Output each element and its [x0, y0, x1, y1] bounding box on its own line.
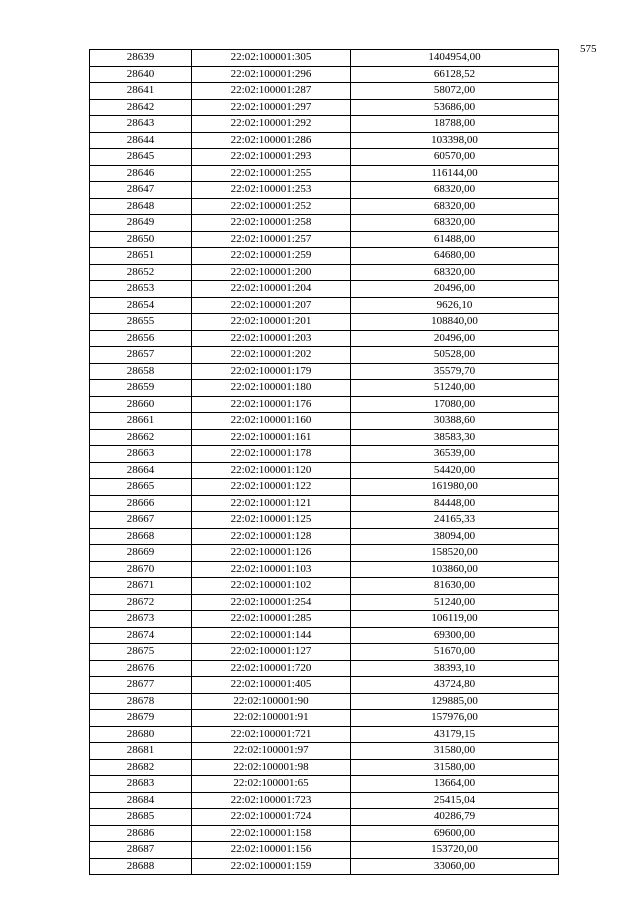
- cadastral-number-cell: 22:02:100001:97: [192, 743, 351, 760]
- cadastral-number-cell: 22:02:100001:287: [192, 83, 351, 100]
- table-row: [90, 231, 559, 248]
- cadastral-number-cell: 22:02:100001:160: [192, 413, 351, 430]
- table-row: [90, 776, 559, 793]
- cadastral-number-cell: 22:02:100001:200: [192, 264, 351, 281]
- value-cell: 161980,00: [351, 479, 559, 496]
- row-number-cell: 28660: [90, 396, 192, 413]
- value-cell: 24165,33: [351, 512, 559, 529]
- value-cell: 50528,00: [351, 347, 559, 364]
- value-cell: 68320,00: [351, 215, 559, 232]
- row-number-cell: 28646: [90, 165, 192, 182]
- cadastral-number-cell: 22:02:100001:65: [192, 776, 351, 793]
- table-row: [90, 479, 559, 496]
- row-number-cell: 28640: [90, 66, 192, 83]
- row-number-cell: 28670: [90, 561, 192, 578]
- value-cell: 33060,00: [351, 858, 559, 875]
- cadastral-number-cell: 22:02:100001:292: [192, 116, 351, 133]
- row-number-cell: 28669: [90, 545, 192, 562]
- cadastral-number-cell: 22:02:100001:202: [192, 347, 351, 364]
- cadastral-number-cell: 22:02:100001:255: [192, 165, 351, 182]
- row-number-cell: 28647: [90, 182, 192, 199]
- row-number-cell: 28685: [90, 809, 192, 826]
- table-row: [90, 660, 559, 677]
- value-cell: 84448,00: [351, 495, 559, 512]
- table-row: [90, 132, 559, 149]
- row-number-cell: 28675: [90, 644, 192, 661]
- table-row: [90, 264, 559, 281]
- table-row: [90, 281, 559, 298]
- table-row: [90, 528, 559, 545]
- row-number-cell: 28655: [90, 314, 192, 331]
- table-row: [90, 561, 559, 578]
- row-number-cell: 28684: [90, 792, 192, 809]
- value-cell: 69300,00: [351, 627, 559, 644]
- value-cell: 108840,00: [351, 314, 559, 331]
- value-cell: 116144,00: [351, 165, 559, 182]
- row-number-cell: 28667: [90, 512, 192, 529]
- cadastral-number-cell: 22:02:100001:98: [192, 759, 351, 776]
- row-number-cell: 28682: [90, 759, 192, 776]
- table-row: [90, 182, 559, 199]
- cadastral-number-cell: 22:02:100001:207: [192, 297, 351, 314]
- table-row: [90, 594, 559, 611]
- value-cell: 43724,80: [351, 677, 559, 694]
- value-cell: 53686,00: [351, 99, 559, 116]
- row-number-cell: 28651: [90, 248, 192, 265]
- row-number-cell: 28639: [90, 50, 192, 67]
- row-number-cell: 28679: [90, 710, 192, 727]
- row-number-cell: 28650: [90, 231, 192, 248]
- cadastral-number-cell: 22:02:100001:103: [192, 561, 351, 578]
- cadastral-number-cell: 22:02:100001:121: [192, 495, 351, 512]
- cadastral-number-cell: 22:02:100001:305: [192, 50, 351, 67]
- value-cell: 9626,10: [351, 297, 559, 314]
- cadastral-number-cell: 22:02:100001:257: [192, 231, 351, 248]
- value-cell: 20496,00: [351, 330, 559, 347]
- table-row: [90, 809, 559, 826]
- cadastral-number-cell: 22:02:100001:179: [192, 363, 351, 380]
- value-cell: 31580,00: [351, 743, 559, 760]
- value-cell: 1404954,00: [351, 50, 559, 67]
- cadastral-number-cell: 22:02:100001:156: [192, 842, 351, 859]
- cadastral-number-cell: 22:02:100001:204: [192, 281, 351, 298]
- value-cell: 38393,10: [351, 660, 559, 677]
- value-cell: 103860,00: [351, 561, 559, 578]
- table-row: [90, 710, 559, 727]
- table-row: [90, 83, 559, 100]
- table-row: [90, 792, 559, 809]
- row-number-cell: 28665: [90, 479, 192, 496]
- cadastral-number-cell: 22:02:100001:102: [192, 578, 351, 595]
- table-row: [90, 759, 559, 776]
- row-number-cell: 28656: [90, 330, 192, 347]
- row-number-cell: 28672: [90, 594, 192, 611]
- row-number-cell: 28688: [90, 858, 192, 875]
- table-row: [90, 858, 559, 875]
- row-number-cell: 28642: [90, 99, 192, 116]
- cadastral-number-cell: 22:02:100001:120: [192, 462, 351, 479]
- cadastral-number-cell: 22:02:100001:176: [192, 396, 351, 413]
- cadastral-number-cell: 22:02:100001:259: [192, 248, 351, 265]
- value-cell: 38094,00: [351, 528, 559, 545]
- value-cell: 157976,00: [351, 710, 559, 727]
- row-number-cell: 28641: [90, 83, 192, 100]
- table-row: [90, 99, 559, 116]
- cadastral-number-cell: 22:02:100001:293: [192, 149, 351, 166]
- table-row: [90, 545, 559, 562]
- row-number-cell: 28645: [90, 149, 192, 166]
- table-row: [90, 330, 559, 347]
- cadastral-number-cell: 22:02:100001:158: [192, 825, 351, 842]
- value-cell: 51240,00: [351, 380, 559, 397]
- value-cell: 51240,00: [351, 594, 559, 611]
- row-number-cell: 28664: [90, 462, 192, 479]
- table-row: [90, 512, 559, 529]
- row-number-cell: 28659: [90, 380, 192, 397]
- row-number-cell: 28652: [90, 264, 192, 281]
- page-number: 575: [580, 43, 597, 55]
- row-number-cell: 28673: [90, 611, 192, 628]
- cadastral-number-cell: 22:02:100001:254: [192, 594, 351, 611]
- value-cell: 38583,30: [351, 429, 559, 446]
- cadastral-number-cell: 22:02:100001:180: [192, 380, 351, 397]
- row-number-cell: 28686: [90, 825, 192, 842]
- cadastral-number-cell: 22:02:100001:286: [192, 132, 351, 149]
- cadastral-number-cell: 22:02:100001:122: [192, 479, 351, 496]
- value-cell: 81630,00: [351, 578, 559, 595]
- table-row: [90, 314, 559, 331]
- value-cell: 25415,04: [351, 792, 559, 809]
- table-row: [90, 248, 559, 265]
- table-row: [90, 297, 559, 314]
- value-cell: 58072,00: [351, 83, 559, 100]
- cadastral-number-cell: 22:02:100001:253: [192, 182, 351, 199]
- table-row: [90, 396, 559, 413]
- value-cell: 51670,00: [351, 644, 559, 661]
- data-table: [89, 49, 559, 875]
- cadastral-number-cell: 22:02:100001:252: [192, 198, 351, 215]
- row-number-cell: 28674: [90, 627, 192, 644]
- table-row: [90, 627, 559, 644]
- table-row: [90, 743, 559, 760]
- cadastral-number-cell: 22:02:100001:125: [192, 512, 351, 529]
- row-number-cell: 28643: [90, 116, 192, 133]
- table-row: [90, 677, 559, 694]
- row-number-cell: 28668: [90, 528, 192, 545]
- value-cell: 60570,00: [351, 149, 559, 166]
- cadastral-number-cell: 22:02:100001:127: [192, 644, 351, 661]
- cadastral-number-cell: 22:02:100001:296: [192, 66, 351, 83]
- table-row: [90, 198, 559, 215]
- row-number-cell: 28644: [90, 132, 192, 149]
- table-row: [90, 825, 559, 842]
- cadastral-number-cell: 22:02:100001:258: [192, 215, 351, 232]
- table-row: [90, 363, 559, 380]
- table-row: [90, 446, 559, 463]
- table-row: [90, 149, 559, 166]
- row-number-cell: 28680: [90, 726, 192, 743]
- cadastral-number-cell: 22:02:100001:724: [192, 809, 351, 826]
- row-number-cell: 28648: [90, 198, 192, 215]
- cadastral-number-cell: 22:02:100001:721: [192, 726, 351, 743]
- row-number-cell: 28677: [90, 677, 192, 694]
- row-number-cell: 28681: [90, 743, 192, 760]
- value-cell: 54420,00: [351, 462, 559, 479]
- value-cell: 129885,00: [351, 693, 559, 710]
- row-number-cell: 28663: [90, 446, 192, 463]
- value-cell: 30388,60: [351, 413, 559, 430]
- cadastral-number-cell: 22:02:100001:201: [192, 314, 351, 331]
- row-number-cell: 28654: [90, 297, 192, 314]
- value-cell: 18788,00: [351, 116, 559, 133]
- value-cell: 17080,00: [351, 396, 559, 413]
- row-number-cell: 28662: [90, 429, 192, 446]
- table-row: [90, 726, 559, 743]
- row-number-cell: 28658: [90, 363, 192, 380]
- table-row: [90, 215, 559, 232]
- cadastral-number-cell: 22:02:100001:203: [192, 330, 351, 347]
- table-row: [90, 462, 559, 479]
- row-number-cell: 28678: [90, 693, 192, 710]
- value-cell: 69600,00: [351, 825, 559, 842]
- table-row: [90, 644, 559, 661]
- table-row: [90, 611, 559, 628]
- value-cell: 35579,70: [351, 363, 559, 380]
- cadastral-number-cell: 22:02:100001:91: [192, 710, 351, 727]
- cadastral-number-cell: 22:02:100001:159: [192, 858, 351, 875]
- cadastral-number-cell: 22:02:100001:126: [192, 545, 351, 562]
- cadastral-number-cell: 22:02:100001:720: [192, 660, 351, 677]
- value-cell: 64680,00: [351, 248, 559, 265]
- value-cell: 103398,00: [351, 132, 559, 149]
- value-cell: 68320,00: [351, 182, 559, 199]
- value-cell: 158520,00: [351, 545, 559, 562]
- cadastral-number-cell: 22:02:100001:178: [192, 446, 351, 463]
- table-row: [90, 842, 559, 859]
- table-row: [90, 347, 559, 364]
- table-row: [90, 693, 559, 710]
- cadastral-number-cell: 22:02:100001:285: [192, 611, 351, 628]
- cadastral-number-cell: 22:02:100001:90: [192, 693, 351, 710]
- value-cell: 36539,00: [351, 446, 559, 463]
- row-number-cell: 28661: [90, 413, 192, 430]
- table-row: [90, 495, 559, 512]
- row-number-cell: 28671: [90, 578, 192, 595]
- cadastral-number-cell: 22:02:100001:128: [192, 528, 351, 545]
- value-cell: 20496,00: [351, 281, 559, 298]
- table-row: [90, 66, 559, 83]
- value-cell: 43179,15: [351, 726, 559, 743]
- row-number-cell: 28683: [90, 776, 192, 793]
- cadastral-number-cell: 22:02:100001:297: [192, 99, 351, 116]
- value-cell: 31580,00: [351, 759, 559, 776]
- table-row: [90, 116, 559, 133]
- value-cell: 68320,00: [351, 264, 559, 281]
- row-number-cell: 28687: [90, 842, 192, 859]
- row-number-cell: 28649: [90, 215, 192, 232]
- value-cell: 66128,52: [351, 66, 559, 83]
- value-cell: 40286,79: [351, 809, 559, 826]
- table-body: [90, 50, 559, 875]
- table-row: [90, 578, 559, 595]
- cadastral-number-cell: 22:02:100001:161: [192, 429, 351, 446]
- cadastral-number-cell: 22:02:100001:723: [192, 792, 351, 809]
- table-row: [90, 413, 559, 430]
- row-number-cell: 28676: [90, 660, 192, 677]
- value-cell: 61488,00: [351, 231, 559, 248]
- cadastral-number-cell: 22:02:100001:144: [192, 627, 351, 644]
- table-row: [90, 429, 559, 446]
- cadastral-number-cell: 22:02:100001:405: [192, 677, 351, 694]
- value-cell: 153720,00: [351, 842, 559, 859]
- row-number-cell: 28657: [90, 347, 192, 364]
- table-row: [90, 165, 559, 182]
- value-cell: 68320,00: [351, 198, 559, 215]
- table-row: [90, 50, 559, 67]
- value-cell: 106119,00: [351, 611, 559, 628]
- value-cell: 13664,00: [351, 776, 559, 793]
- row-number-cell: 28653: [90, 281, 192, 298]
- row-number-cell: 28666: [90, 495, 192, 512]
- table-row: [90, 380, 559, 397]
